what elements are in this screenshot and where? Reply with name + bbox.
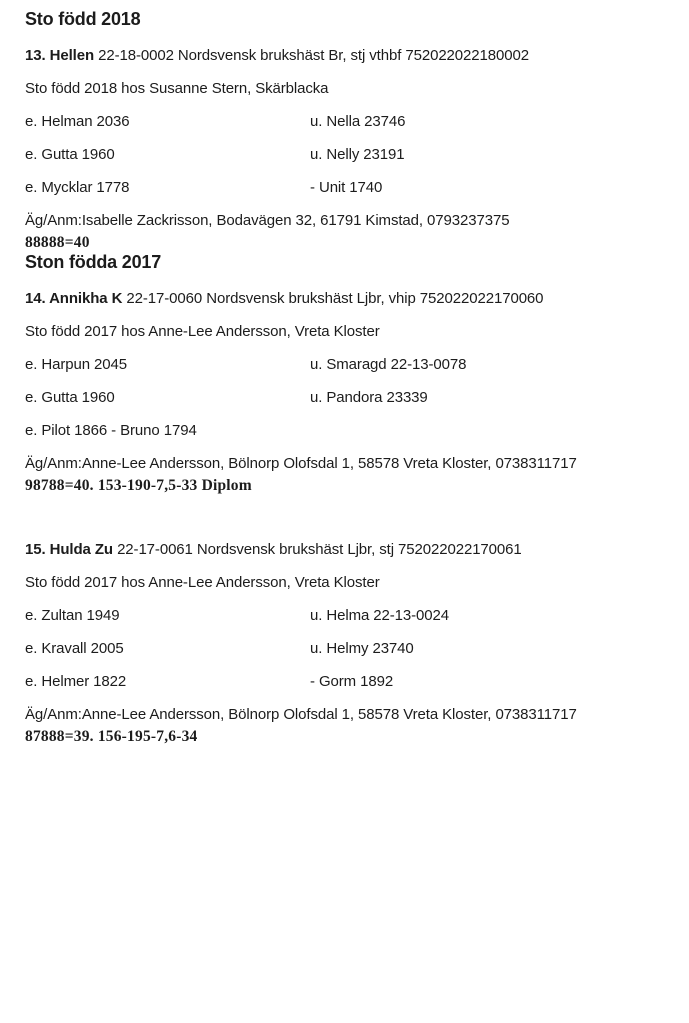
pedigree-row (25, 180, 669, 196)
score-line: 98788=40. 153-190-7,5-33 Diplom (25, 477, 252, 494)
owner-line: Äg/Anm:Isabelle Zackrisson, Bodavägen 32, 61791 Kimstad, 0793237375 (25, 212, 510, 229)
horse-record-14 (25, 291, 669, 494)
owner-line: Äg/Anm:Anne-Lee Andersson, Bölnorp Olofsdal 1, 58578 Vreta Kloster, 0738311717 (25, 706, 577, 723)
pedigree-row (25, 608, 669, 624)
birth-line: Sto född 2017 hos Anne-Lee Andersson, Vreta Kloster (25, 574, 380, 591)
sire-entry: e. Kravall 2005 (25, 640, 124, 657)
pedigree-row (25, 357, 669, 373)
sire-entry: e. Gutta 1960 (25, 146, 115, 163)
sire-entry: e. Gutta 1960 (25, 389, 115, 406)
horse-details: 22-18-0002 Nordsvensk brukshäst Br, stj vthbf 752022022180002 (98, 47, 529, 64)
sire-entry: e. Helman 2036 (25, 113, 130, 130)
sire-entry: e. Zultan 1949 (25, 607, 120, 624)
sire-entry: e. Harpun 2045 (25, 356, 128, 373)
dam-entry: - Gorm 1892 (310, 673, 394, 690)
pedigree-row (25, 390, 669, 406)
sire-entry: e. Pilot 1866 - Bruno 1794 (25, 422, 197, 439)
section-heading: Ston födda 2017 (25, 252, 162, 272)
dam-entry: u. Helmy 23740 (310, 640, 414, 657)
horse-details: 22-17-0061 Nordsvensk brukshäst Ljbr, stj 752022022170061 (117, 541, 522, 558)
horse-record-13 (25, 48, 669, 251)
birth-line: Sto född 2018 hos Susanne Stern, Skärblacka (25, 80, 329, 97)
birth-line: Sto född 2017 hos Anne-Lee Andersson, Vreta Kloster (25, 323, 380, 340)
dam-entry: u. Nella 23746 (310, 113, 406, 130)
section-heading: Sto född 2018 (25, 9, 141, 29)
horse-number-name: 15. Hulda Zu (25, 541, 113, 558)
pedigree-row (25, 147, 669, 163)
dam-entry: - Unit 1740 (310, 179, 383, 196)
horse-details: 22-17-0060 Nordsvensk brukshäst Ljbr, vhip 752022022170060 (126, 290, 544, 307)
sire-entry: e. Mycklar 1778 (25, 179, 130, 196)
section-sto-fodd-2018 (25, 8, 669, 251)
record-title (25, 291, 669, 307)
score-line: 87888=39. 156-195-7,6-34 (25, 728, 198, 745)
dam-entry: u. Helma 22-13-0024 (310, 607, 450, 624)
dam-entry: u. Pandora 23339 (310, 389, 428, 406)
record-title (25, 48, 669, 64)
sire-entry: e. Helmer 1822 (25, 673, 127, 690)
section-ston-fodda-2017 (25, 251, 669, 745)
pedigree-row (25, 674, 669, 690)
horse-number-name: 14. Annikha K (25, 290, 123, 307)
pedigree-row (25, 641, 669, 657)
dam-entry: u. Smaragd 22-13-0078 (310, 356, 467, 373)
owner-line: Äg/Anm:Anne-Lee Andersson, Bölnorp Olofsdal 1, 58578 Vreta Kloster, 0738311717 (25, 455, 577, 472)
horse-record-15 (25, 542, 669, 745)
pedigree-row (25, 114, 669, 130)
dam-entry: u. Nelly 23191 (310, 146, 405, 163)
horse-number-name: 13. Hellen (25, 47, 95, 64)
record-title (25, 542, 669, 558)
pedigree-row (25, 423, 669, 439)
score-line: 88888=40 (25, 234, 90, 251)
